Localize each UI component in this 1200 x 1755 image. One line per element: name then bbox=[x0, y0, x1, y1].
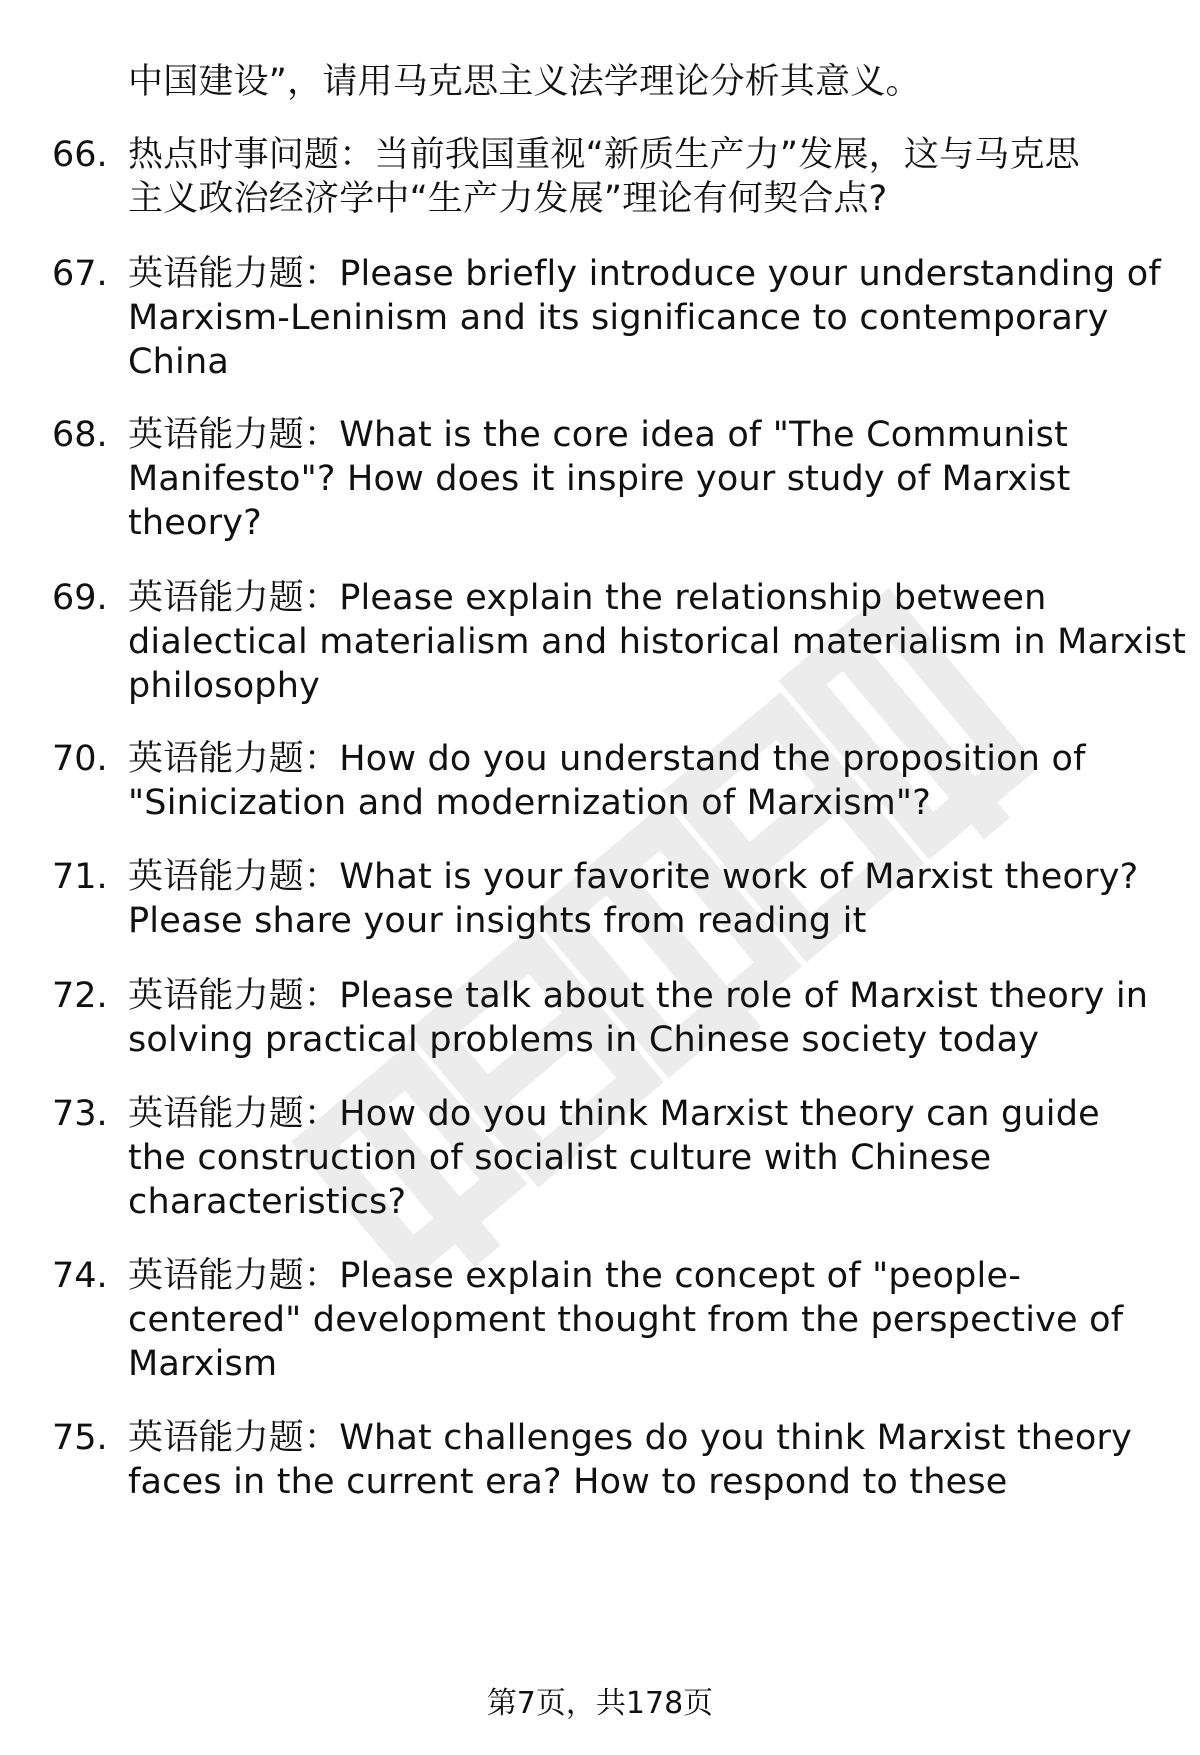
question-number: 68. bbox=[52, 415, 108, 455]
question-text-line: theory? bbox=[128, 503, 262, 543]
question-number: 69. bbox=[52, 578, 108, 618]
question-number: 71. bbox=[52, 857, 108, 897]
question-text-line: 英语能力题：What is the core idea of "The Communist bbox=[128, 415, 1068, 455]
question-text-line: 英语能力题：Please explain the relationship between bbox=[128, 578, 1047, 618]
question-text-line: faces in the current era? How to respond to these bbox=[128, 1462, 1008, 1502]
question-text-line: 英语能力题：Please talk about the role of Marxist theory in bbox=[128, 976, 1149, 1016]
question-number: 72. bbox=[52, 976, 108, 1016]
question-text-line: 主义政治经济学中“生产力发展”理论有何契合点? bbox=[128, 179, 888, 219]
page-footer: 第7页，共178页 bbox=[486, 1686, 714, 1721]
question-text-line: centered" development thought from the perspective of bbox=[128, 1300, 1124, 1340]
question-text-line: 英语能力题：Please briefly introduce your understanding of bbox=[128, 254, 1161, 294]
question-text-line: dialectical materialism and historical materialism in Marxist bbox=[128, 622, 1187, 662]
question-number: 73. bbox=[52, 1094, 108, 1134]
question-text-line: 英语能力题：Please explain the concept of "people- bbox=[128, 1256, 1022, 1296]
continued-question-text: 中国建设”，请用马克思主义法学理论分析其意义。 bbox=[128, 62, 921, 102]
question-text-line: solving practical problems in Chinese society today bbox=[128, 1020, 1040, 1060]
question-text-line: 热点时事问题：当前我国重视“新质生产力”发展，这与马克思 bbox=[128, 135, 1080, 175]
question-text-line: Manifesto"? How does it inspire your study of Marxist bbox=[128, 459, 1071, 499]
question-text-line: Marxism bbox=[128, 1344, 278, 1384]
question-text-line: China bbox=[128, 342, 229, 382]
question-number: 75. bbox=[52, 1418, 108, 1458]
question-text-line: philosophy bbox=[128, 666, 321, 706]
question-text-line: Please share your insights from reading it bbox=[128, 901, 867, 941]
question-text-line: the construction of socialist culture with Chinese bbox=[128, 1138, 992, 1178]
question-text-line: characteristics? bbox=[128, 1182, 407, 1222]
question-number: 74. bbox=[52, 1256, 108, 1296]
question-text-line: 英语能力题：What is your favorite work of Marxist theory? bbox=[128, 857, 1139, 897]
question-text-line: 英语能力题：How do you think Marxist theory can guide bbox=[128, 1094, 1100, 1134]
question-number: 66. bbox=[52, 135, 108, 175]
question-text-line: 英语能力题：How do you understand the proposition of bbox=[128, 739, 1086, 779]
question-text-line: 英语能力题：What challenges do you think Marxist theory bbox=[128, 1418, 1133, 1458]
question-number: 70. bbox=[52, 739, 108, 779]
question-number: 67. bbox=[52, 254, 108, 294]
question-text-line: Marxism-Leninism and its significance to contemporary bbox=[128, 298, 1109, 338]
question-text-line: "Sinicization and modernization of Marxism"? bbox=[128, 783, 931, 823]
